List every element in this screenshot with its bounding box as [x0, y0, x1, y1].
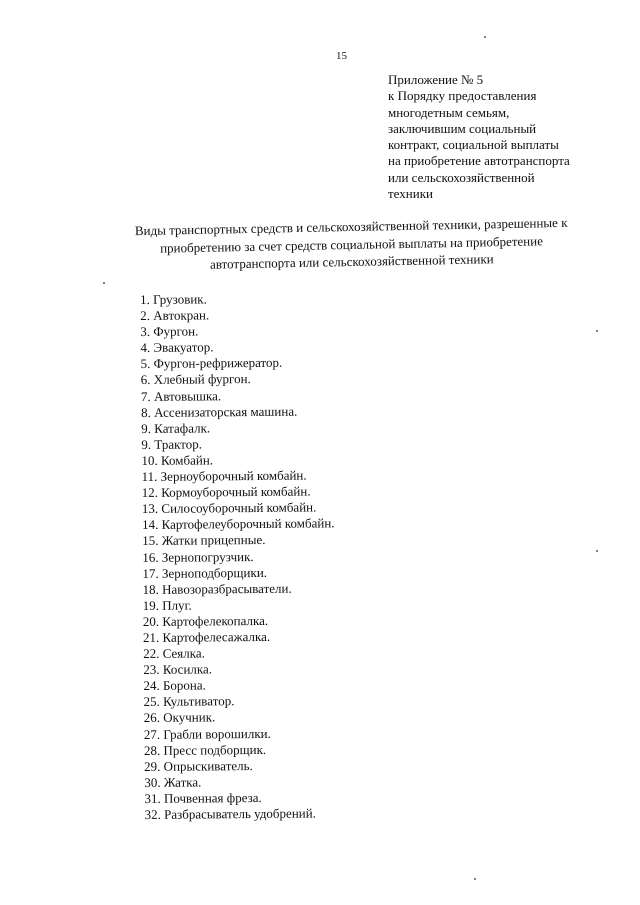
list-item: 15. Жатки прицепные. [142, 532, 266, 549]
list-item: 22. Сеялка. [143, 645, 205, 662]
list-item: 7. Автовышка. [140, 387, 222, 404]
list-item: 24. Борона. [143, 677, 206, 694]
title-line: автотранспорта или сельскохозяйственной техники [209, 251, 494, 272]
list-item: 5. Фургон-рефрижератор. [140, 355, 283, 372]
scan-speck [484, 36, 486, 38]
list-item: 26. Окучник. [143, 709, 216, 726]
list-item: 32. Разбрасыватель удобрений. [144, 805, 316, 822]
scan-speck [474, 878, 476, 880]
appendix-line: Приложение № 5 [388, 72, 484, 87]
list-item: 21. Картофелесажалка. [142, 628, 271, 645]
appendix-line: контракт, социальной выплаты [388, 137, 559, 153]
list-item: 29. Опрыскиватель. [144, 757, 253, 774]
list-item: 19. Плуг. [142, 597, 192, 613]
scan-speck [103, 282, 105, 284]
list-item: 30. Жатка. [144, 774, 202, 790]
list-item: 3. Фургон. [140, 323, 199, 340]
scan-speck [596, 330, 598, 332]
list-item: 31. Почвенная фреза. [144, 789, 262, 806]
appendix-line: или сельскохозяйственной [388, 169, 535, 185]
document-title [96, 213, 607, 275]
title-line: Виды транспортных средств и сельскохозяйственной техники, разрешенные к [134, 214, 568, 239]
list-item: 1. Грузовик. [140, 291, 207, 307]
list-item: 10. Комбайн. [141, 452, 214, 468]
list-item: 13. Силосоуборочный комбайн. [141, 499, 317, 517]
list-item: 14. Картофелеуборочный комбайн. [141, 515, 335, 533]
list-item: 9. Катафалк. [141, 420, 211, 436]
list-item: 27. Грабли ворошилки. [143, 725, 271, 742]
title-line: приобретению за счет средств социальной выплаты на приобретение [159, 232, 544, 256]
page-number: 15 [336, 50, 347, 62]
list-item: 20. Картофелекопалка. [142, 612, 269, 629]
appendix-line: к Порядку предоставления [388, 88, 537, 104]
list-item: 6. Хлебный фургон. [140, 371, 251, 388]
appendix-line: техники [388, 186, 433, 202]
list-item: 17. Зерноподборщики. [142, 564, 268, 581]
list-item: 16. Зернопогрузчик. [142, 548, 254, 565]
list-item: 9. Трактор. [141, 436, 203, 452]
list-item: 2. Автокран. [140, 307, 210, 324]
scan-speck [596, 550, 598, 552]
list-item: 25. Культиватор. [143, 693, 235, 710]
appendix-line: на приобретение автотранспорта [388, 153, 570, 169]
list-item: 18. Навозоразбрасыватели. [142, 580, 292, 597]
list-item: 8. Ассенизаторская машина. [140, 403, 298, 420]
appendix-header [388, 72, 628, 202]
appendix-line: заключившим социальный [388, 120, 537, 136]
list-item: 4. Эвакуатор. [140, 339, 214, 356]
vehicle-list [140, 290, 337, 823]
list-item: 12. Кормоуборочный комбайн. [141, 483, 311, 501]
list-item: 23. Косилка. [143, 661, 213, 678]
list-item: 11. Зерноуборочный комбайн. [141, 467, 307, 485]
appendix-line: многодетным семьям, [388, 104, 510, 120]
list-item: 28. Пресс подборщик. [143, 741, 267, 758]
